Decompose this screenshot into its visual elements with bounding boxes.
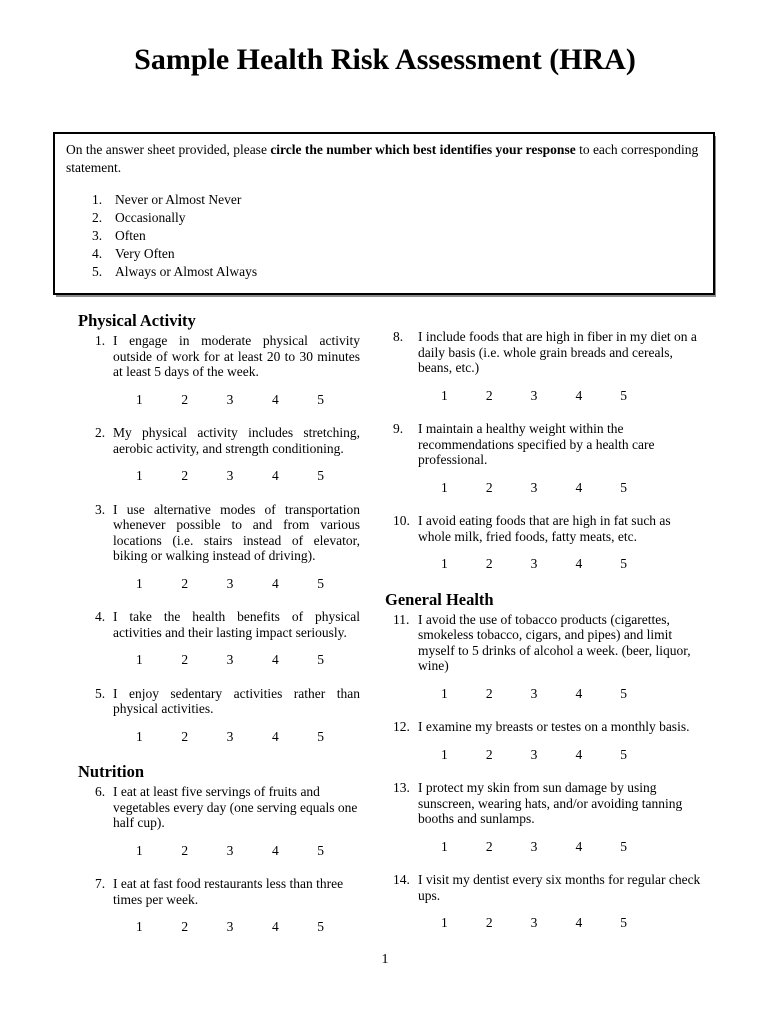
scale-number[interactable]: 4	[575, 387, 583, 403]
question-number: 11.	[393, 611, 410, 627]
question-row	[78, 609, 360, 640]
section-nutrition	[78, 784, 360, 935]
legend-option-label: Often	[115, 228, 146, 243]
right-column	[385, 329, 705, 949]
instructions-text-before: On the answer sheet provided, please	[66, 142, 271, 157]
rating-scale	[441, 747, 627, 763]
question-text: I protect my skin from sun damage by using sunscreen, wearing hats, and/or avoiding tanning booths and sunlamps.	[418, 780, 683, 826]
question-text: I eat at fast food restaurants less than three times per week.	[113, 876, 344, 907]
rating-scale	[136, 576, 324, 592]
question-row	[385, 612, 705, 674]
question-item	[78, 876, 360, 935]
scale-number[interactable]: 3	[226, 728, 234, 744]
scale-number[interactable]: 3	[226, 391, 234, 407]
legend-option-label: Occasionally	[115, 210, 186, 225]
scale-number[interactable]: 4	[575, 556, 583, 571]
question-number: 1.	[95, 333, 106, 348]
scale-number[interactable]: 4	[271, 842, 279, 858]
rating-legend-item	[92, 227, 701, 245]
scale-number[interactable]: 3	[530, 838, 538, 854]
scale-number[interactable]: 2	[485, 685, 493, 701]
left-column	[78, 311, 360, 953]
legend-option-label: Never or Almost Never	[115, 192, 242, 207]
scale-number[interactable]: 3	[530, 685, 538, 701]
question-text: My physical activity includes stretching, aerobic activity, and strength conditioning.	[113, 425, 360, 456]
question-row	[385, 780, 705, 827]
question-text: I enjoy sedentary activities rather than physical activities.	[113, 685, 360, 716]
scale-number[interactable]: 5	[620, 479, 627, 495]
question-row	[385, 421, 705, 468]
section-heading-general-health: General Health	[385, 589, 494, 609]
question-item	[385, 421, 705, 495]
scale-number[interactable]: 3	[530, 915, 538, 930]
scale-number[interactable]: 1	[441, 915, 448, 930]
rating-scale	[136, 729, 324, 745]
scale-number[interactable]: 2	[485, 838, 493, 854]
rating-scale	[441, 388, 627, 404]
question-number: 7.	[95, 876, 106, 891]
rating-scale	[441, 480, 627, 496]
scale-number[interactable]: 3	[226, 468, 234, 483]
scale-number[interactable]: 5	[620, 915, 627, 930]
question-item	[78, 686, 360, 745]
scale-number[interactable]: 1	[441, 838, 448, 854]
question-number: 10.	[393, 513, 410, 528]
rating-scale	[136, 652, 324, 668]
scale-number[interactable]: 3	[226, 575, 234, 591]
question-text: I avoid the use of tobacco products (cigarettes, smokeless tobacco, cigars, and pipes) and limit myself to 5 drinks of alcohol a week. (beer, liquor, wine)	[418, 611, 691, 673]
question-row	[78, 784, 360, 831]
scale-number[interactable]: 3	[226, 842, 234, 858]
scale-number[interactable]: 4	[575, 479, 583, 495]
question-text: I use alternative modes of transportation whenever possible to and from various locations (i.e. stairs instead of elevator, biking or walking instead of driving).	[113, 501, 360, 563]
question-number: 4.	[95, 609, 106, 624]
scale-number[interactable]: 1	[136, 919, 143, 934]
scale-number[interactable]: 4	[271, 919, 279, 934]
scale-number[interactable]: 2	[181, 468, 189, 483]
scale-number[interactable]: 3	[530, 387, 538, 403]
scale-number[interactable]: 1	[136, 575, 143, 591]
scale-number[interactable]: 3	[530, 746, 538, 762]
question-text: I take the health benefits of physical activities and their lasting impact seriously.	[113, 609, 360, 640]
question-item	[78, 333, 360, 407]
scale-number[interactable]: 1	[136, 842, 143, 858]
instructions-text-bold: circle the number which best identifies your response	[270, 142, 576, 157]
question-text: I visit my dentist every six months for regular check ups.	[418, 872, 701, 903]
question-text: I examine my breasts or testes on a monthly basis.	[418, 719, 690, 734]
scale-number[interactable]: 4	[575, 838, 583, 854]
question-row	[385, 513, 705, 544]
scale-number[interactable]: 5	[317, 842, 324, 858]
scale-number[interactable]: 1	[136, 391, 143, 407]
question-number: 6.	[95, 784, 106, 799]
page-number: 1	[381, 952, 389, 967]
scale-number[interactable]: 5	[620, 387, 627, 403]
instructions-text-after: to each corresponding statement.	[66, 142, 699, 175]
scale-number[interactable]: 1	[441, 746, 448, 762]
scale-number[interactable]: 3	[530, 556, 538, 571]
question-row	[385, 329, 705, 376]
instructions-text	[66, 141, 701, 177]
section-heading-nutrition: Nutrition	[78, 762, 144, 781]
scale-number[interactable]: 3	[226, 652, 234, 667]
instructions-box	[53, 132, 715, 295]
scale-number[interactable]: 1	[441, 479, 448, 495]
scale-number[interactable]: 5	[620, 838, 627, 854]
scale-number[interactable]: 5	[317, 575, 324, 591]
question-item	[385, 872, 705, 931]
scale-number[interactable]: 1	[441, 556, 448, 571]
scale-number[interactable]: 5	[317, 728, 324, 744]
scale-number[interactable]: 2	[485, 746, 493, 762]
question-item	[78, 609, 360, 668]
scale-number[interactable]: 2	[485, 915, 493, 930]
question-item	[385, 780, 705, 854]
question-item	[78, 784, 360, 858]
rating-legend-item	[92, 191, 701, 209]
scale-number[interactable]: 2	[485, 479, 493, 495]
question-number: 12.	[393, 719, 410, 734]
scale-number[interactable]: 3	[530, 479, 538, 495]
scale-number[interactable]: 3	[226, 919, 234, 934]
scale-number[interactable]: 4	[575, 915, 583, 930]
rating-scale	[441, 686, 627, 702]
scale-number[interactable]: 1	[136, 468, 143, 483]
question-row	[78, 425, 360, 456]
question-row	[385, 719, 705, 735]
scale-number[interactable]: 2	[181, 842, 189, 858]
question-text: I avoid eating foods that are high in fat such as whole milk, fried foods, fatty meats, etc.	[418, 513, 671, 544]
rating-scale	[136, 392, 324, 408]
scale-number[interactable]: 5	[620, 685, 627, 701]
scale-number[interactable]: 4	[271, 652, 279, 667]
scale-number[interactable]: 2	[181, 575, 189, 591]
question-text: I include foods that are high in fiber in my diet on a daily basis (i.e. whole grain breads and cereals, beans, etc.)	[418, 329, 697, 375]
section-physical-activity	[78, 333, 360, 744]
legend-option-number: 2.	[92, 210, 103, 225]
rating-scale	[441, 915, 627, 931]
rating-scale	[136, 468, 324, 484]
rating-legend-item	[92, 209, 701, 227]
question-item	[385, 612, 705, 702]
question-item	[78, 425, 360, 484]
rating-scale	[441, 556, 627, 572]
question-text: I eat at least five servings of fruits and vegetables every day (one serving equals one half cup).	[113, 784, 358, 830]
scale-number[interactable]: 2	[485, 556, 493, 571]
legend-option-number: 3.	[92, 228, 103, 243]
question-row	[78, 686, 360, 717]
question-row	[78, 502, 360, 564]
question-item	[78, 502, 360, 592]
scale-number[interactable]: 2	[181, 919, 189, 934]
question-number: 8.	[393, 329, 404, 344]
question-number: 14.	[393, 872, 410, 887]
section-nutrition-continued	[385, 329, 705, 572]
scale-number[interactable]: 4	[575, 746, 583, 762]
scale-number[interactable]: 4	[271, 391, 279, 407]
scale-number[interactable]: 5	[317, 652, 324, 667]
legend-option-number: 1.	[92, 192, 103, 207]
question-text: I maintain a healthy weight within the recommendations specified by a health care professional.	[418, 421, 655, 467]
section-general-health	[385, 612, 705, 931]
page-title: Sample Health Risk Assessment (HRA)	[134, 43, 636, 76]
legend-option-label: Always or Almost Always	[115, 264, 258, 279]
question-item	[385, 719, 705, 762]
scale-number[interactable]: 1	[441, 387, 448, 403]
question-item	[385, 329, 705, 403]
rating-legend-item	[92, 245, 701, 263]
scale-number[interactable]: 2	[181, 391, 189, 407]
legend-option-number: 4.	[92, 246, 103, 261]
scale-number[interactable]: 5	[317, 468, 324, 483]
legend-option-label: Very Often	[115, 246, 175, 261]
rating-legend	[66, 191, 701, 281]
scale-number[interactable]: 2	[485, 387, 493, 403]
scale-number[interactable]: 5	[620, 746, 627, 762]
question-item	[385, 513, 705, 572]
scale-number[interactable]: 2	[181, 728, 189, 744]
rating-scale	[441, 839, 627, 855]
scale-number[interactable]: 4	[271, 728, 279, 744]
question-row	[385, 872, 705, 903]
question-number: 9.	[393, 421, 404, 436]
scale-number[interactable]: 2	[181, 652, 189, 667]
scale-number[interactable]: 4	[271, 575, 279, 591]
rating-scale	[136, 919, 324, 935]
scale-number[interactable]: 1	[136, 728, 143, 744]
question-number: 3.	[95, 501, 106, 517]
scale-number[interactable]: 4	[271, 468, 279, 483]
scale-number[interactable]: 4	[575, 685, 583, 701]
question-text: I engage in moderate physical activity outside of work for at least 20 to 30 minutes at least 5 days of the week.	[113, 333, 360, 379]
question-row	[78, 876, 360, 907]
scale-number[interactable]: 1	[441, 685, 448, 701]
question-row	[78, 333, 360, 380]
question-number: 2.	[95, 425, 106, 440]
scale-number[interactable]: 1	[136, 652, 143, 667]
legend-option-number: 5.	[92, 264, 103, 279]
scale-number[interactable]: 5	[620, 556, 627, 571]
question-number: 13.	[393, 780, 410, 795]
scale-number[interactable]: 5	[317, 919, 324, 934]
rating-legend-item	[92, 263, 701, 281]
rating-scale	[136, 843, 324, 859]
scale-number[interactable]: 5	[317, 391, 324, 407]
section-heading-physical-activity: Physical Activity	[78, 311, 196, 330]
question-number: 5.	[95, 685, 106, 701]
